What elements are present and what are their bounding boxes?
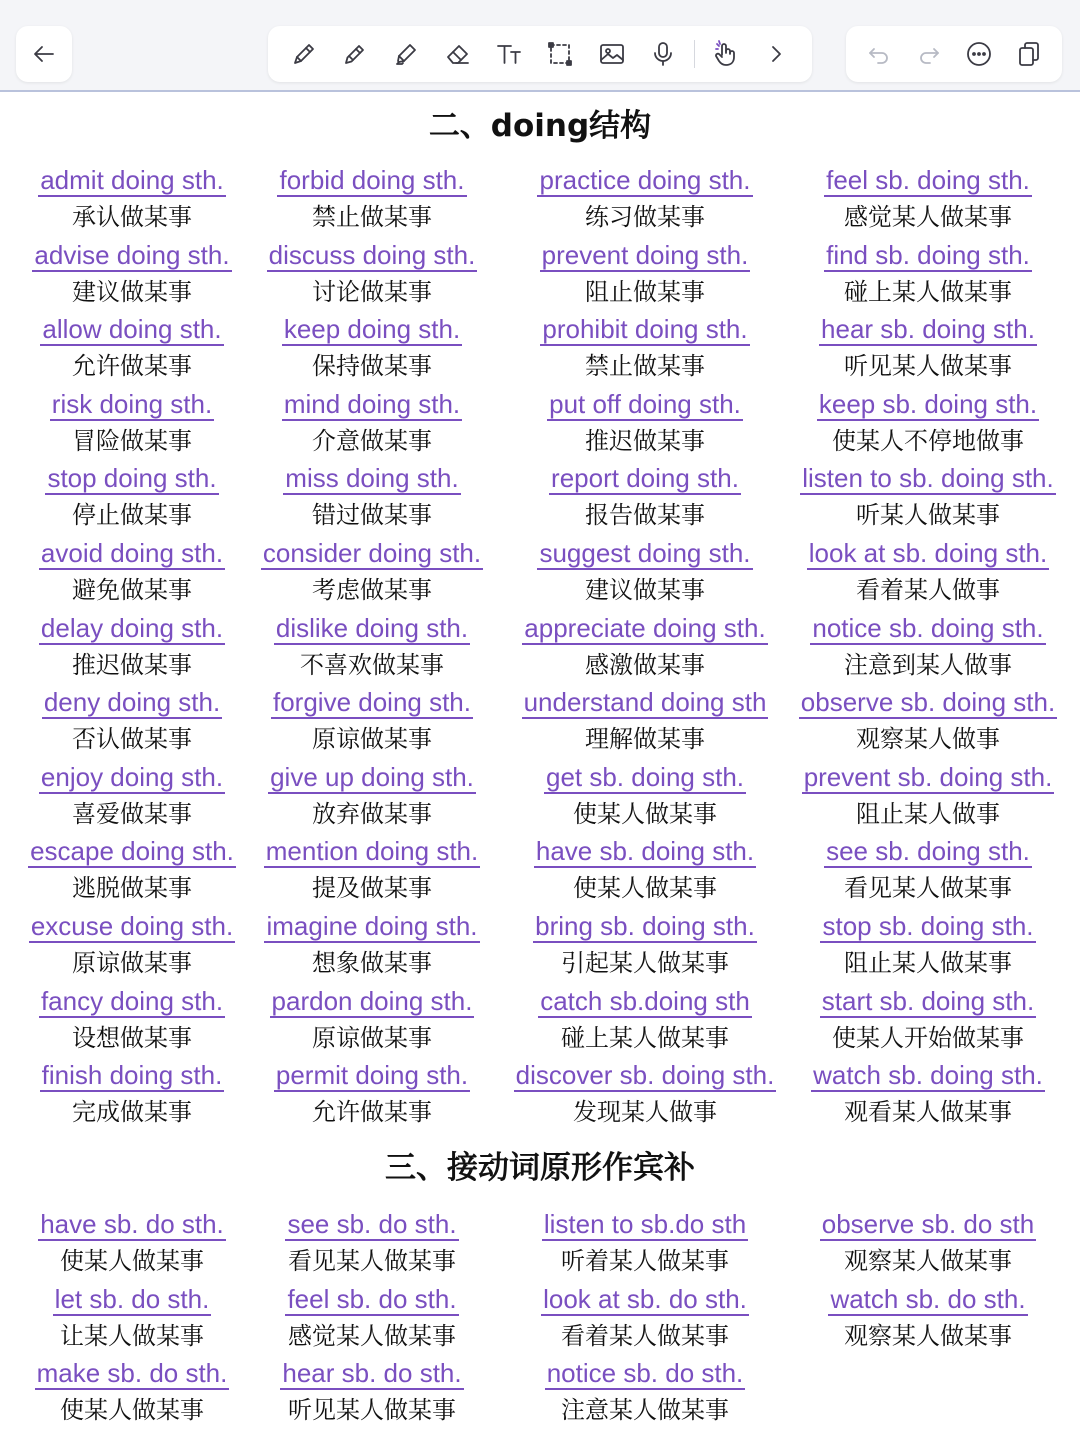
phrase-meaning: 使某人做某事: [60, 1396, 204, 1425]
eraser-icon[interactable]: [437, 33, 479, 75]
phrase-entry: [500, 983, 790, 1058]
phrase-link[interactable]: practice doing sth.: [539, 165, 751, 195]
phrase-line: [786, 311, 1070, 347]
phrase-entry: [12, 1281, 252, 1356]
phrase-link[interactable]: observe sb. doing sth.: [800, 687, 1056, 718]
phrase-meaning: 推迟做某事: [585, 426, 705, 455]
phrase-line: [786, 386, 1070, 422]
phrase-line: [500, 610, 790, 646]
phrase-row: [0, 1355, 1080, 1430]
phrase-entry: [252, 983, 492, 1058]
phrase-meaning: 错过做某事: [312, 501, 432, 530]
phrase-meaning: 发现某人做事: [573, 1098, 717, 1127]
phrase-link[interactable]: feel sb. doing sth.: [826, 165, 1030, 195]
phrase-entry: [12, 610, 252, 685]
phrase-entry: [500, 1057, 790, 1132]
phrase-link[interactable]: look at sb. do sth.: [543, 1283, 747, 1314]
phrase-entry: [786, 1281, 1070, 1356]
phrase-meaning: 建议做某事: [72, 277, 192, 306]
phrase-link[interactable]: admit doing sth.: [40, 165, 224, 195]
phrase-line: [252, 833, 492, 869]
phrase-meaning: 逃脱做某事: [72, 874, 192, 903]
pencil-icon[interactable]: [334, 33, 376, 75]
phrase-meaning: 碰上某人做某事: [844, 277, 1012, 306]
back-button[interactable]: [16, 26, 72, 82]
phrase-line: [12, 1355, 252, 1391]
phrase-meaning: 报告做某事: [585, 501, 705, 530]
phrase-line: [500, 759, 790, 795]
phrase-meaning: 看着某人做某事: [561, 1321, 729, 1350]
phrase-entry: [500, 460, 790, 535]
phrase-entry: [500, 1206, 790, 1281]
phrase-line: [252, 1281, 492, 1317]
phrase-meaning: 阻止做某事: [585, 277, 705, 306]
phrase-line: [252, 460, 492, 496]
phrase-line: [12, 535, 252, 571]
phrase-entry: [12, 833, 252, 908]
phrase-line: [12, 162, 252, 198]
phrase-entry: [252, 1355, 492, 1430]
phrase-meaning: 注意到某人做事: [844, 650, 1012, 679]
phrase-row: [0, 237, 1080, 312]
phrase-line: [12, 684, 252, 720]
phrase-entry: [786, 759, 1070, 834]
phrase-line: [786, 1057, 1070, 1093]
phrase-line: [252, 1355, 492, 1391]
phrase-meaning: 允许做某事: [312, 1098, 432, 1127]
phrase-row: [0, 833, 1080, 908]
phrase-row: [0, 684, 1080, 759]
phrase-entry: [786, 983, 1070, 1058]
phrase-link[interactable]: watch sb. do sth.: [830, 1283, 1026, 1314]
phrase-meaning: 阻止某人做某事: [844, 949, 1012, 977]
phrase-link[interactable]: permit doing sth.: [275, 1060, 469, 1091]
image-icon[interactable]: [591, 33, 633, 75]
phrase-meaning: 碰上某人做某事: [561, 1023, 729, 1052]
phrase-line: [252, 908, 492, 944]
phrase-link[interactable]: put off doing sth.: [549, 388, 741, 419]
phrase-row: [0, 311, 1080, 386]
chevron-right-icon[interactable]: [755, 33, 797, 75]
phrase-meaning: 观察某人做某事: [844, 1247, 1012, 1275]
phrase-link[interactable]: avoid doing sth.: [40, 538, 224, 568]
phrase-meaning: 注意某人做某事: [561, 1396, 729, 1425]
phrase-link[interactable]: bring sb. doing sth.: [535, 911, 755, 941]
phrase-entry: [786, 1057, 1070, 1132]
phrase-line: [252, 386, 492, 422]
phrase-line: [12, 983, 252, 1019]
phrase-link[interactable]: listen to sb. doing sth.: [802, 463, 1054, 494]
phrase-entry: [500, 162, 790, 237]
phrase-line: [252, 983, 492, 1019]
phrase-row: [0, 1206, 1080, 1281]
phrase-meaning: 介意做某事: [312, 426, 432, 455]
phrase-entry: [12, 535, 252, 610]
phrase-line: [12, 833, 252, 869]
phrase-entry: [786, 833, 1070, 908]
phrase-entry: [252, 684, 492, 759]
phrase-meaning: 建议做某事: [585, 576, 705, 604]
phrase-meaning: 放弃做某事: [312, 799, 432, 828]
phrase-line: [12, 311, 252, 347]
phrase-meaning: 理解做某事: [585, 725, 705, 754]
phrase-line: [252, 311, 492, 347]
phrase-meaning: 承认做某事: [72, 203, 192, 231]
phrase-line: [252, 1057, 492, 1093]
phrase-meaning: 原谅做某事: [312, 725, 432, 754]
phrase-link[interactable]: watch sb. doing sth.: [813, 1060, 1043, 1091]
phrase-line: [500, 1355, 790, 1391]
phrase-meaning: 完成做某事: [72, 1098, 192, 1127]
phrase-entry: [12, 684, 252, 759]
phrase-meaning: 使某人做某事: [60, 1247, 204, 1275]
phrase-line: [786, 610, 1070, 646]
undo-icon[interactable]: [858, 33, 900, 75]
phrase-meaning: 设想做某事: [72, 1023, 192, 1052]
phrase-meaning: 听某人做某事: [856, 501, 1000, 530]
phrase-entry: [12, 908, 252, 983]
phrase-entry: [786, 535, 1070, 610]
phrase-row: [0, 386, 1080, 461]
more-icon[interactable]: [958, 33, 1000, 75]
phrase-link[interactable]: have sb. doing sth.: [535, 836, 755, 867]
phrase-entry: [500, 386, 790, 461]
phrase-meaning: 否认做某事: [72, 725, 192, 754]
phrase-entry: [500, 610, 790, 685]
phrase-entry: [500, 237, 790, 312]
phrase-link[interactable]: prevent doing sth.: [541, 239, 749, 270]
phrase-line: [252, 759, 492, 795]
highlighter-icon[interactable]: [385, 33, 427, 75]
phrase-line: [786, 460, 1070, 496]
phrase-meaning: 看着某人做事: [856, 576, 1000, 604]
phrase-entry: [786, 684, 1070, 759]
phrase-link[interactable]: consider doing sth.: [262, 538, 482, 568]
phrase-meaning: 感觉某人做某事: [288, 1321, 456, 1350]
phrase-row: [0, 1057, 1080, 1132]
phrase-link[interactable]: discover sb. doing sth.: [515, 1060, 775, 1091]
phrase-link[interactable]: dislike doing sth.: [275, 612, 469, 643]
phrase-row: [0, 983, 1080, 1058]
phrase-entry: [786, 610, 1070, 685]
phrase-line: [786, 908, 1070, 944]
phrase-line: [786, 833, 1070, 869]
phrase-entry: [12, 983, 252, 1058]
phrase-meaning: 禁止做某事: [312, 203, 432, 231]
phrase-link[interactable]: find sb. doing sth.: [826, 239, 1030, 270]
phrase-link[interactable]: forbid doing sth.: [279, 165, 465, 195]
pages-icon[interactable]: [1008, 33, 1050, 75]
phrase-link[interactable]: stop doing sth.: [47, 463, 217, 494]
phrase-line: [252, 535, 492, 571]
phrase-line: [786, 535, 1070, 571]
phrase-entry: [500, 1355, 790, 1430]
phrase-link[interactable]: observe sb. do sth: [821, 1209, 1035, 1239]
phrase-meaning: 保持做某事: [312, 352, 432, 381]
phrase-link[interactable]: start sb. doing sth.: [821, 985, 1035, 1016]
phrase-entry: [12, 386, 252, 461]
phrase-entry: [252, 1206, 492, 1281]
phrase-link[interactable]: understand doing sth: [523, 687, 767, 718]
phrase-entry: [786, 237, 1070, 312]
phrase-line: [500, 311, 790, 347]
phrase-link[interactable]: report doing sth.: [551, 463, 739, 494]
phrase-meaning: 使某人做某事: [573, 874, 717, 903]
phrase-line: [500, 162, 790, 198]
phrase-line: [12, 1281, 252, 1317]
phrase-entry: [786, 1206, 1070, 1281]
phrase-meaning: 原谅做某事: [72, 949, 192, 977]
phrase-link[interactable]: delay doing sth.: [40, 612, 224, 643]
phrase-line: [786, 237, 1070, 273]
phrase-entry: [500, 684, 790, 759]
phrase-meaning: 看见某人做某事: [844, 874, 1012, 903]
phrase-meaning: 推迟做某事: [72, 650, 192, 679]
phrase-meaning: 考虑做某事: [312, 576, 432, 604]
phrase-meaning: 练习做某事: [585, 203, 705, 231]
phrase-line: [12, 759, 252, 795]
phrase-meaning: 禁止做某事: [585, 352, 705, 381]
action-group: [846, 26, 1062, 82]
phrase-link[interactable]: hear sb. doing sth.: [821, 314, 1035, 345]
phrase-meaning: 引起某人做某事: [561, 949, 729, 977]
phrase-link[interactable]: enjoy doing sth.: [40, 761, 224, 792]
phrase-meaning: 讨论做某事: [312, 277, 432, 306]
phrase-meaning: 想象做某事: [312, 949, 432, 977]
phrase-entry: [252, 759, 492, 834]
phrase-entry: [12, 1057, 252, 1132]
phrase-meaning: 阻止某人做事: [856, 799, 1000, 828]
phrase-entry: [12, 237, 252, 312]
phrase-link[interactable]: keep doing sth.: [283, 314, 461, 345]
phrase-meaning: 感觉某人做某事: [844, 203, 1012, 231]
phrase-link[interactable]: allow doing sth.: [42, 314, 222, 345]
phrase-line: [12, 460, 252, 496]
phrase-link[interactable]: appreciate doing sth.: [524, 612, 766, 643]
phrase-link[interactable]: stop sb. doing sth.: [822, 911, 1034, 941]
phrase-entry: [12, 759, 252, 834]
phrase-entry: [252, 908, 492, 983]
phrase-row: [0, 535, 1080, 610]
phrase-line: [252, 162, 492, 198]
phrase-meaning: 使某人做某事: [573, 799, 717, 828]
phrase-link[interactable]: miss doing sth.: [285, 463, 459, 494]
phrase-link[interactable]: escape doing sth.: [30, 836, 234, 867]
phrase-link[interactable]: advise doing sth.: [34, 239, 230, 270]
phrase-meaning: 停止做某事: [72, 501, 192, 530]
phrase-line: [500, 237, 790, 273]
phrase-entry: [12, 311, 252, 386]
phrase-meaning: 观察某人做某事: [844, 1321, 1012, 1350]
phrase-link[interactable]: let sb. do sth.: [54, 1283, 210, 1314]
phrase-entry: [500, 908, 790, 983]
phrase-entry: [500, 759, 790, 834]
phrase-meaning: 喜爱做某事: [72, 799, 192, 828]
phrase-link[interactable]: finish doing sth.: [41, 1060, 223, 1091]
phrase-meaning: 看见某人做某事: [288, 1247, 456, 1275]
phrase-meaning: 冒险做某事: [72, 426, 192, 455]
phrase-entry: [252, 386, 492, 461]
phrase-entry: [786, 162, 1070, 237]
section-title-bare-infinitive: 三、接动词原形作宾补: [385, 1150, 695, 1186]
phrase-entry: [252, 311, 492, 386]
tool-palette: [268, 26, 812, 82]
phrase-entry: [12, 460, 252, 535]
phrase-link[interactable]: imagine doing sth.: [266, 911, 478, 941]
phrase-link[interactable]: excuse doing sth.: [30, 911, 234, 941]
phrase-link[interactable]: pardon doing sth.: [271, 985, 473, 1016]
phrase-meaning: 观察某人做事: [856, 725, 1000, 754]
phrase-link[interactable]: get sb. doing sth.: [545, 761, 745, 792]
phrase-link[interactable]: catch sb.doing sth: [540, 985, 750, 1016]
phrase-entry: [500, 833, 790, 908]
lasso-select-icon[interactable]: [539, 33, 581, 75]
phrase-link[interactable]: keep sb. doing sth.: [818, 388, 1038, 419]
phrase-entry: [500, 311, 790, 386]
section-title-doing: 二、doing结构: [428, 108, 652, 144]
phrase-row: [0, 1281, 1080, 1356]
phrase-line: [786, 759, 1070, 795]
phrase-entry: [786, 386, 1070, 461]
phrase-meaning: 使某人开始做某事: [832, 1023, 1024, 1052]
phrase-entry: [786, 311, 1070, 386]
phrase-entry: [252, 610, 492, 685]
phrase-link[interactable]: deny doing sth.: [43, 687, 221, 718]
phrase-link[interactable]: notice sb. doing sth.: [812, 612, 1044, 643]
toolbar-divider: [694, 40, 695, 68]
phrase-line: [786, 983, 1070, 1019]
phrase-entry: [252, 1057, 492, 1132]
phrase-line: [12, 1057, 252, 1093]
phrase-entry: [252, 833, 492, 908]
phrase-link[interactable]: suggest doing sth.: [539, 538, 751, 568]
phrase-entry: [252, 460, 492, 535]
phrase-row: [0, 162, 1080, 237]
phrase-row: [0, 908, 1080, 983]
phrase-meaning: 使某人不停地做事: [832, 426, 1024, 455]
phrase-link[interactable]: see sb. doing sth.: [826, 836, 1030, 867]
phrase-row: [0, 759, 1080, 834]
pen-icon[interactable]: [283, 33, 325, 75]
phrase-entry: [252, 237, 492, 312]
phrase-entry: [786, 460, 1070, 535]
phrase-line: [252, 684, 492, 720]
phrase-entry: [500, 1281, 790, 1356]
phrase-link[interactable]: see sb. do sth.: [287, 1209, 457, 1239]
phrase-line: [12, 1206, 252, 1242]
phrase-meaning: 听着某人做某事: [561, 1247, 729, 1275]
phrase-line: [500, 1057, 790, 1093]
phrase-line: [500, 684, 790, 720]
phrase-meaning: 避免做某事: [72, 576, 192, 604]
phrase-link[interactable]: fancy doing sth.: [40, 985, 224, 1016]
phrase-link[interactable]: make sb. do sth.: [36, 1358, 228, 1389]
phrase-line: [786, 684, 1070, 720]
phrase-line: [252, 237, 492, 273]
phrase-line: [500, 1281, 790, 1317]
phrase-line: [786, 1206, 1070, 1242]
phrase-line: [500, 460, 790, 496]
phrase-link[interactable]: listen to sb.do sth: [543, 1209, 747, 1239]
phrase-meaning: 听见某人做某事: [288, 1396, 456, 1425]
phrase-line: [252, 610, 492, 646]
phrase-entry: [500, 535, 790, 610]
phrase-entry: [252, 1281, 492, 1356]
phrase-entry: [786, 908, 1070, 983]
phrase-line: [500, 1206, 790, 1242]
redo-icon[interactable]: [908, 33, 950, 75]
phrase-entry: [12, 1206, 252, 1281]
phrase-meaning: 不喜欢做某事: [300, 650, 444, 679]
phrase-row: [0, 610, 1080, 685]
phrase-link[interactable]: feel sb. do sth.: [287, 1283, 457, 1314]
phrase-row: [0, 460, 1080, 535]
phrase-meaning: 提及做某事: [312, 874, 432, 903]
phrase-line: [12, 386, 252, 422]
phrase-meaning: 允许做某事: [72, 352, 192, 381]
phrase-link[interactable]: forgive doing sth.: [272, 687, 471, 718]
phrase-link[interactable]: notice sb. do sth.: [546, 1358, 744, 1389]
phrase-entry: [252, 162, 492, 237]
phrase-line: [252, 1206, 492, 1242]
phrase-line: [500, 386, 790, 422]
phrase-link[interactable]: prohibit doing sth.: [542, 314, 748, 345]
phrase-meaning: 听见某人做某事: [844, 352, 1012, 381]
phrase-line: [500, 833, 790, 869]
phrase-line: [500, 908, 790, 944]
phrase-meaning: 让某人做某事: [60, 1321, 204, 1350]
phrase-link[interactable]: look at sb. doing sth.: [808, 538, 1048, 568]
phrase-meaning: 原谅做某事: [312, 1023, 432, 1052]
phrase-entry: [12, 1355, 252, 1430]
text-tool-icon[interactable]: [488, 33, 530, 75]
phrase-link[interactable]: mention doing sth.: [265, 836, 479, 867]
hand-pointer-icon[interactable]: [704, 33, 746, 75]
phrase-line: [12, 237, 252, 273]
phrase-line: [500, 535, 790, 571]
phrase-line: [786, 162, 1070, 198]
phrase-line: [786, 1281, 1070, 1317]
toolbar: [0, 0, 1080, 92]
phrase-line: [12, 908, 252, 944]
phrase-link[interactable]: prevent sb. doing sth.: [803, 761, 1053, 792]
phrase-link[interactable]: give up doing sth.: [270, 761, 474, 792]
phrase-link[interactable]: discuss doing sth.: [268, 239, 476, 270]
phrase-link[interactable]: mind doing sth.: [283, 388, 461, 419]
microphone-icon[interactable]: [642, 33, 684, 75]
phrase-entry: [252, 535, 492, 610]
phrase-line: [12, 610, 252, 646]
phrase-link[interactable]: hear sb. do sth.: [282, 1358, 462, 1389]
phrase-entry: [12, 162, 252, 237]
phrase-link[interactable]: have sb. do sth.: [40, 1209, 224, 1239]
phrase-meaning: 观看某人做某事: [844, 1098, 1012, 1127]
arrow-left-icon[interactable]: [23, 33, 65, 75]
phrase-line: [500, 983, 790, 1019]
phrase-link[interactable]: risk doing sth.: [51, 388, 213, 419]
phrase-meaning: 感激做某事: [585, 650, 705, 679]
